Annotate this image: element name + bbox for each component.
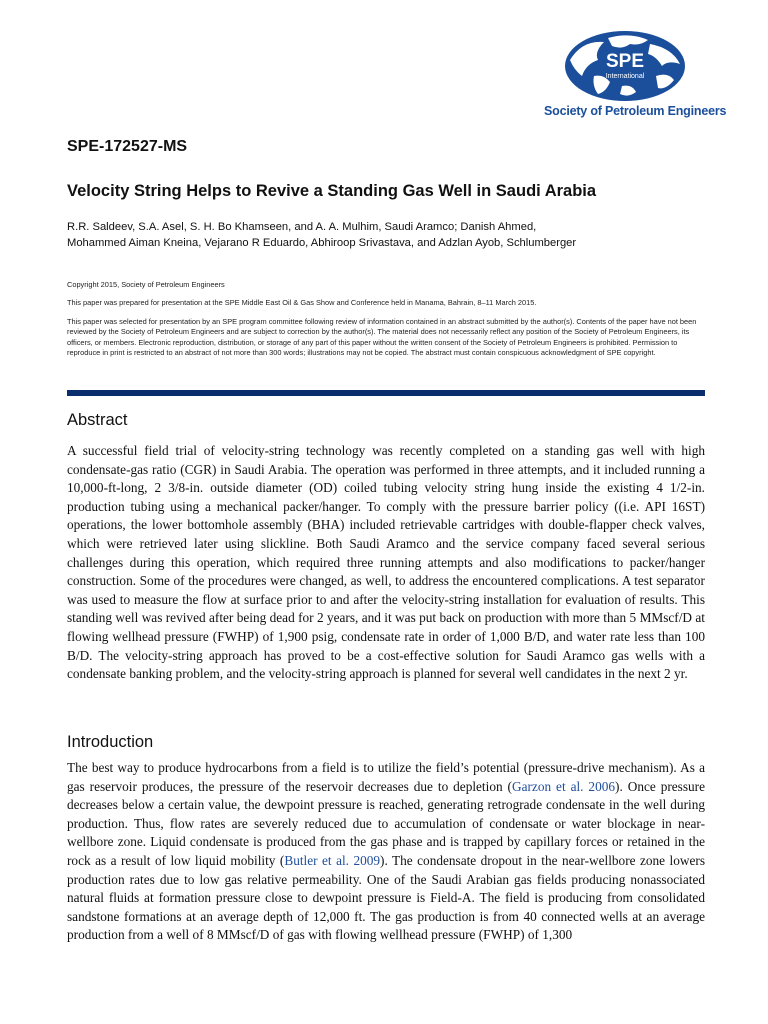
selection-notice: This paper was selected for presentation by an SPE program committee following review of information contained in an abstract submitted by the author(s). Contents of the paper have not been reviewed by the Society of Petroleum Engineers and are subject to correction by the author(s). The material does not necessarily reflect any position of the Society of Petroleum Engineers, its officers, or members. Electronic reproduction, distribution, or storage of any part of this paper without the written consent of the Society of Petroleum Engineers is prohibited. Permission to reproduce in print is restricted to an abstract of not more than 300 words; illustrations may not be copied. The abstract must contain conspicuous acknowledgment of SPE copyright.	[67, 317, 697, 357]
abstract-heading: Abstract	[67, 411, 128, 429]
copyright-notice: Copyright 2015, Society of Petroleum Engineers	[67, 280, 225, 289]
citation-butler[interactable]: Butler et al. 2009	[284, 852, 381, 868]
authors-line-1: R.R. Saldeev, S.A. Asel, S. H. Bo Khamseen, and A. A. Mulhim, Saudi Aramco; Danish Ahmed,	[67, 221, 537, 233]
logo-mark: SPE	[605, 51, 645, 72]
intro-text-2: ). Once pressure decreases below a certain value, the dewpoint pressure is reached, generating retrograde condensate in the well during production. Thus, flow rates are severely reduced due to accumulation of condensate or water blockage in near-wellbore zone. Liquid condensate is produced from the gas phase and is trapped by capillary forces or retained in the rock as a result of low liquid mobility (	[67, 778, 706, 868]
authors-line-2: Mohammed Aiman Kneina, Vejarano R Eduardo, Abhiroop Srivastava, and Adzlan Ayob, Schlumberger	[67, 236, 577, 249]
section-divider	[67, 390, 705, 396]
paper-id: SPE-172527-MS	[67, 138, 188, 155]
citation-garzon[interactable]: Garzon et al. 2006	[511, 778, 616, 794]
spe-logo	[544, 30, 727, 126]
intro-text-1: The best way to produce hydrocarbons from a field is to utilize the field’s potential (pressure-drive mechanism). As a gas reservoir produces, the pressure of the reservoir decreases due to depletion (	[67, 760, 705, 794]
paper-title: Velocity String Helps to Revive a Standing Gas Well in Saudi Arabia	[67, 182, 597, 200]
intro-text-3: ). The condensate dropout in the near-wellbore zone lowers production rates due to low gas relative permeability. One of the Saudi Arabian gas fields producing nonassociated natural fluids at formation pressure close to dewpoint pressure is Field-A. The field is producing from consolidated sandstone formations at an average depth of 12,000 ft. The gas production is from 40 connected wells at an average production from a well of 8 MMscf/D of gas with flowing wellhead pressure (FWHP) of 1,300	[67, 852, 705, 943]
logo-caption: Society of Petroleum Engineers	[544, 104, 727, 118]
abstract-text: A successful field trial of velocity-string technology was recently completed on a standing gas well with high condensate-gas ratio (CGR) in Saudi Arabia. The operation was performed in three attempts, and it included running a 10,000-ft-long, 2 3/8-in. outside diameter (OD) coiled tubing velocity string hung inside the existing 4 1/2-in. production tubing using a mechanical packer/hanger. To comply with the pressure barrier policy ((i.e. API 16ST) operations, the lower bottomhole assembly (BHA) included retrievable cartridges with double-flapper check valves, which were retrieved later using slickline. Both Saudi Aramco and the service company faced several serious challenges during this operation, which required three running attempts and also modifications to packer/hanger construction. Some of the procedures were changed, as well, to address the encountered complications. A test separator was used to measure the flow at surface prior to and after the velocity-string installation for evaluation of results. This standing well was revived after being dead for 2 years, and it was put back on production with more than 5 MMscf/D at flowing wellhead pressure (FWHP) of 1,900 psig, condensate rate in order of 1,000 B/D, and water rate less than 100 B/D. The velocity-string approach has proved to be a cost-effective solution for Saudi Aramco gas wells with a condensate banking problem, and the velocity-string approach is planned for several well candidates in the next 2 yr.	[67, 443, 705, 682]
authors	[67, 220, 717, 251]
introduction-heading: Introduction	[67, 733, 154, 751]
presentation-notice: This paper was prepared for presentation at the SPE Middle East Oil & Gas Show and Conference held in Manama, Bahrain, 8–11 March 2015.	[67, 298, 537, 307]
introduction-text	[67, 759, 705, 945]
logo-sub: International	[605, 73, 645, 80]
globe-icon	[564, 30, 686, 102]
